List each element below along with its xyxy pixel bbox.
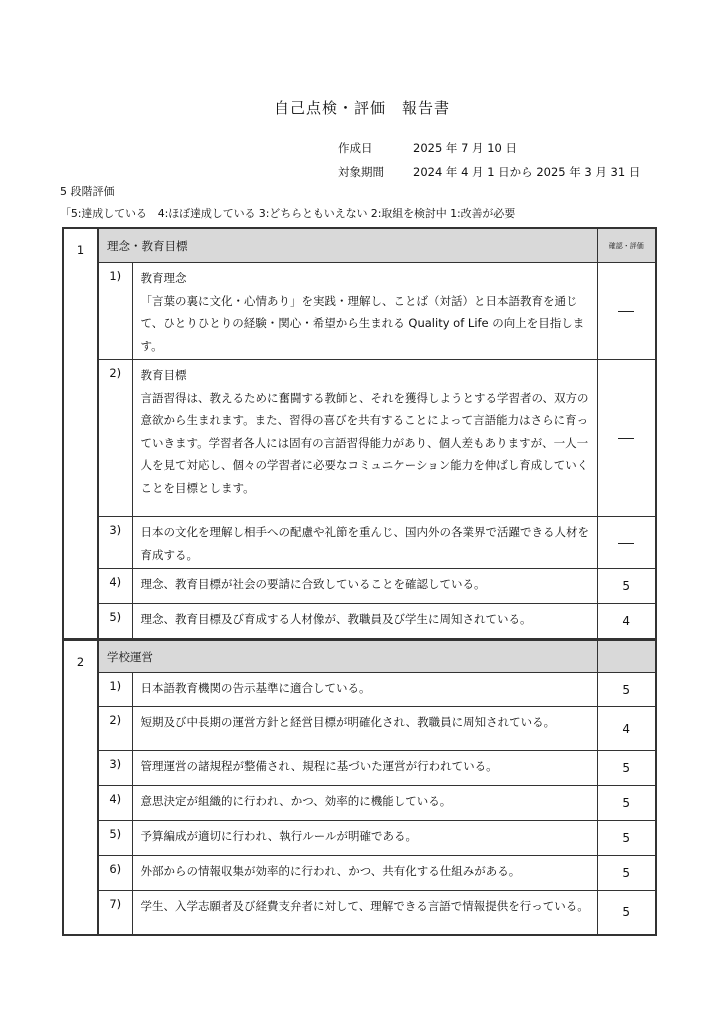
item-text — [132, 821, 597, 856]
item-score: 5 — [597, 751, 656, 786]
item-text — [132, 263, 597, 360]
item-row — [63, 360, 656, 517]
item-description: 予算編成が適切に行われ、執行ルールが明確である。 — [140, 829, 417, 843]
evaluation-table — [62, 227, 657, 936]
item-description: 管理運営の諸規程が整備され、規程に基づいた運営が行われている。 — [140, 759, 498, 773]
item-number: 4) — [98, 786, 132, 821]
check-header: 確認・評価 — [597, 228, 656, 263]
item-score — [597, 517, 656, 569]
item-row — [63, 751, 656, 786]
item-score: 5 — [597, 673, 656, 707]
target-period-value: 2024 年 4 月 1 日から 2025 年 3 月 31 日 — [413, 165, 641, 179]
item-description: 日本語教育機関の告示基準に適合している。 — [140, 681, 371, 695]
section-header-row — [63, 228, 656, 263]
item-number: 5) — [98, 604, 132, 639]
item-text — [132, 891, 597, 935]
item-row — [63, 604, 656, 639]
item-row — [63, 517, 656, 569]
item-row — [63, 673, 656, 707]
item-text — [132, 751, 597, 786]
item-description: 外部からの情報収集が効率的に行われ、かつ、共有化する仕組みがある。 — [140, 864, 521, 878]
created-date-label: 作成日 — [338, 141, 373, 155]
item-score: 5 — [597, 891, 656, 935]
item-text — [132, 569, 597, 604]
section-title: 学校運営 — [98, 640, 597, 673]
item-score — [597, 263, 656, 360]
item-description: 意思決定が組織的に行われ、かつ、効率的に機能している。 — [140, 794, 452, 808]
not-applicable-dash — [618, 311, 634, 312]
item-row — [63, 707, 656, 751]
item-score: 5 — [597, 569, 656, 604]
item-number: 4) — [98, 569, 132, 604]
item-description: 学生、入学志願者及び経費支弁者に対して、理解できる言語で情報提供を行っている。 — [140, 899, 589, 913]
created-date-row — [338, 140, 517, 156]
item-text — [132, 360, 597, 517]
item-number: 3) — [98, 517, 132, 569]
not-applicable-dash — [618, 438, 634, 439]
section-number: 1 — [63, 228, 98, 639]
item-row — [63, 856, 656, 891]
item-score: 5 — [597, 856, 656, 891]
item-score: 4 — [597, 707, 656, 751]
item-description: 日本の文化を理解し相手への配慮や礼節を重んじ、国内外の各業界で活躍できる人材を育成する。 — [140, 525, 589, 562]
item-description: 言語習得は、教えるために奮闘する教師と、それを獲得しようとする学習者の、双方の意欲から生まれます。また、習得の喜びを共有することによって言語能力はさらに育っていきます。学習者各人には固有の言語習得能力があり、個人差もありますが、一人一人を見て対応し、個々の学習者に必要なコミュニケーション能力を伸ばし育成していくことを目標とします。 — [140, 390, 589, 495]
item-row — [63, 263, 656, 360]
item-number: 1) — [98, 673, 132, 707]
item-number: 7) — [98, 891, 132, 935]
rating-scale-legend: 「5:達成している 4:ほぼ達成している 3:どちらともいえない 2:取組を検討中 1:改善が必要 — [60, 207, 516, 220]
target-period-label: 対象期間 — [338, 165, 384, 179]
item-description: 「言葉の裏に文化・心情あり」を実践・理解し、ことば（対話）と日本語教育を通じて、ひとりひとりの経験・関心・希望から生まれる Quality of Life の向上を目指します。 — [140, 293, 585, 353]
item-heading: 教育理念 — [140, 271, 187, 285]
item-text — [132, 856, 597, 891]
item-text — [132, 707, 597, 751]
item-text — [132, 517, 597, 569]
item-number: 5) — [98, 821, 132, 856]
item-score: 5 — [597, 821, 656, 856]
item-row — [63, 569, 656, 604]
not-applicable-dash — [618, 543, 634, 544]
created-date-value: 2025 年 7 月 10 日 — [413, 141, 517, 155]
item-score — [597, 360, 656, 517]
rating-scale-heading: 5 段階評価 — [60, 185, 115, 198]
item-heading: 教育目標 — [140, 368, 187, 382]
item-description: 理念、教育目標が社会の要請に合致していることを確認している。 — [140, 577, 486, 591]
item-number: 6) — [98, 856, 132, 891]
section-number: 2 — [63, 640, 98, 935]
item-number: 2) — [98, 360, 132, 517]
section-title: 理念・教育目標 — [98, 228, 597, 263]
item-row — [63, 891, 656, 935]
item-number: 1) — [98, 263, 132, 360]
item-score: 5 — [597, 786, 656, 821]
document-title: 自己点検・評価 報告書 — [273, 99, 450, 117]
section-header-row — [63, 640, 656, 673]
item-number: 2) — [98, 707, 132, 751]
item-row — [63, 786, 656, 821]
item-row — [63, 821, 656, 856]
item-description: 短期及び中長期の運営方針と経営目標が明確化され、教職員に周知されている。 — [140, 715, 556, 729]
item-text — [132, 673, 597, 707]
item-description: 理念、教育目標及び育成する人材像が、教職員及び学生に周知されている。 — [140, 612, 532, 626]
item-text — [132, 604, 597, 639]
item-score: 4 — [597, 604, 656, 639]
item-number: 3) — [98, 751, 132, 786]
item-text — [132, 786, 597, 821]
target-period-row — [338, 164, 640, 180]
check-header — [597, 640, 656, 673]
